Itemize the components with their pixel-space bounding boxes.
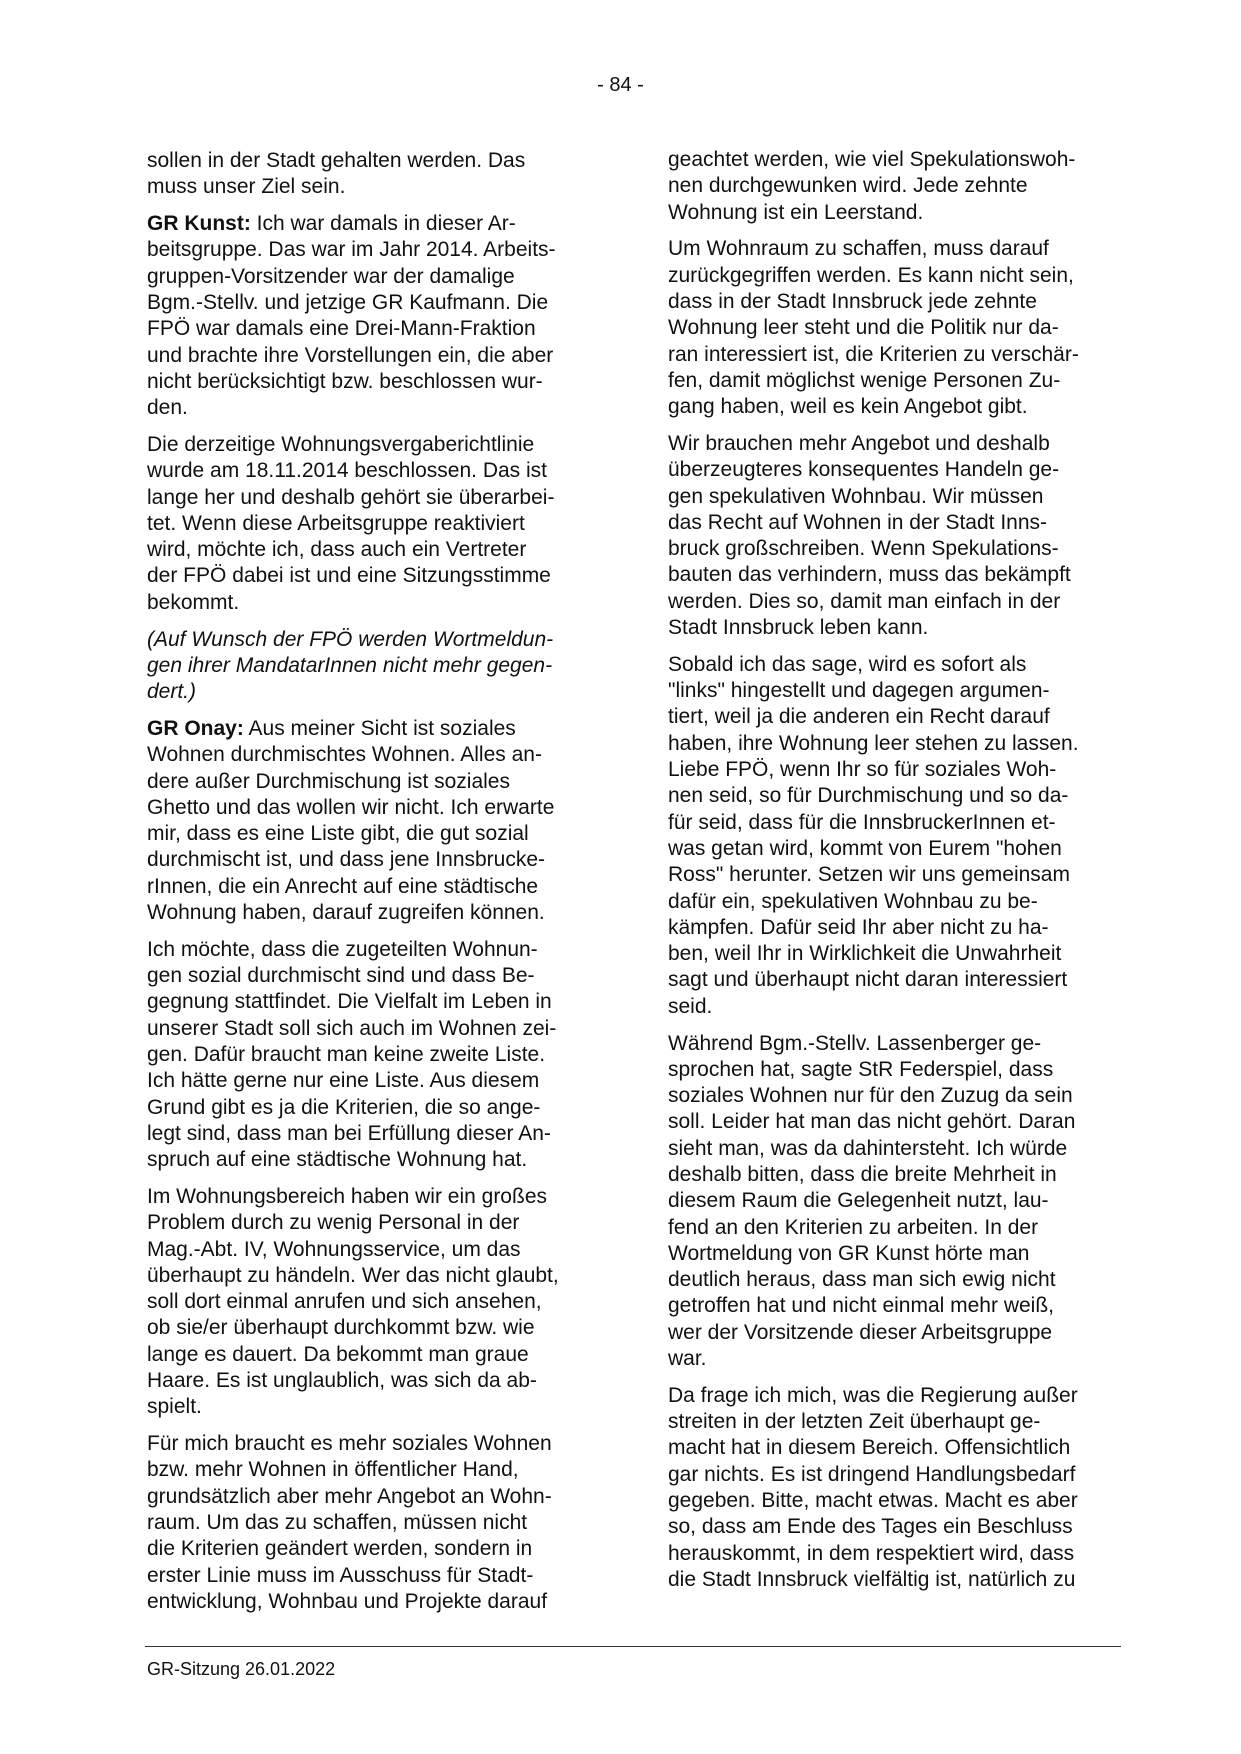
editorial-note: (Auf Wunsch der FPÖ werden Wortmeldun- gen ihrer MandatarInnen nicht mehr gegen- dert.) <box>147 627 554 704</box>
speech-text: Ich war damals in dieser Ar- beitsgruppe. Das war im Jahr 2014. Arbeits- gruppen-Vorsitzender war der damalige Bgm.-Stellv. und jetzige GR Kaufmann. Die FPÖ war damals eine Drei-Mann-Fraktion und brachte ihre Vorstellungen ein, die aber nicht berücksichtigt bzw. beschlossen wur- den. <box>147 212 556 420</box>
paragraph-gr-onay <box>147 716 602 926</box>
paragraph: Im Wohnungsbereich haben wir ein großes Problem durch zu wenig Personal in der Mag.-Abt. IV, Wohnungsservice, um das überhaupt zu händeln. Wer das nicht glaubt, soll dort einmal anrufen und sich ansehen, ob sie/er überhaupt durchkommt bzw. wie lange es dauert. Da bekommt man graue Haare. Es ist unglaublich, was sich da ab- spielt. <box>147 1184 559 1419</box>
left-column <box>147 148 602 1626</box>
paragraph: Ich möchte, dass die zugeteilten Wohnun- gen sozial durchmischt sind und dass Be- gegnung stattfindet. Die Vielfalt im Leben in unserer Stadt soll sich auch im Wohnen zei- gen. Dafür braucht man keine zweite Liste. Ich hätte gerne nur eine Liste. Aus diesem Grund gibt es ja die Kriterien, die so ange- legt sind, dass man bei Erfüllung dieser An- spruch auf eine städtische Wohnung hat. <box>147 937 557 1172</box>
paragraph: Während Bgm.-Stellv. Lassenberger ge- sprochen hat, sagte StR Federspiel, dass soziales Wohnen nur für den Zuzug da sein soll. Leider hat man das nicht gehört. Daran sieht man, was da dahintersteht. Ich würde deshalb bitten, dass die breite Mehrheit in diesem Raum die Gelegenheit nutzt, lau- fend an den Kriterien zu arbeiten. In der Wortmeldung von GR Kunst hörte man deutlich heraus, dass man sich ewig nicht getroffen hat und nicht einmal mehr weiß, wer der Vorsitzende dieser Arbeitsgruppe war. <box>668 1031 1076 1371</box>
paragraph: sollen in der Stadt gehalten werden. Das muss unser Ziel sein. <box>147 149 526 199</box>
page-number: - 84 - <box>597 74 644 96</box>
paragraph: Um Wohnraum zu schaffen, muss darauf zurückgegriffen werden. Es kann nicht sein, dass in der Stadt Innsbruck jede zehnte Wohnung leer steht und die Politik nur da- ran interessiert ist, die Kriterien zu verschär- fen, damit möglichst wenige Personen Zu- gang haben, weil es kein Angebot gibt. <box>668 237 1079 419</box>
paragraph: Für mich braucht es mehr soziales Wohnen bzw. mehr Wohnen in öffentlicher Hand, grundsätzlich aber mehr Angebot an Wohn- raum. Um das zu schaffen, müssen nicht die Kriterien geändert werden, sondern in erster Linie muss im Ausschuss für Stadt- entwicklung, Wohnbau und Projekte darauf <box>147 1432 552 1613</box>
paragraph: Wir brauchen mehr Angebot und deshalb überzeugteres konsequentes Handeln ge- gen spekulativen Wohnbau. Wir müssen das Recht auf Wohnen in der Stadt Inns- bruck großschreiben. Wenn Spekulations- bauten das verhindern, muss das bekämpft werden. Dies so, damit man einfach in der Stadt Innsbruck leben kann. <box>668 431 1071 640</box>
paragraph: geachtet werden, wie viel Spekulationswoh- nen durchgewunken wird. Jede zehnte Wohnung ist ein Leerstand. <box>668 148 1076 224</box>
speaker-name: GR Onay: <box>147 716 244 740</box>
paragraph-gr-kunst <box>147 211 602 421</box>
footer-session-date: GR-Sitzung 26.01.2022 <box>147 1659 336 1679</box>
paragraph: Die derzeitige Wohnungsvergaberichtlinie wurde am 18.11.2014 beschlossen. Das ist lange her und deshalb gehört sie überarbei- tet. Wenn diese Arbeitsgruppe reaktiviert wird, möchte ich, dass auch ein Vertreter der FPÖ dabei ist und eine Sitzungsstimme bekommt. <box>147 432 555 614</box>
speech-text: Aus meiner Sicht ist soziales Wohnen durchmischtes Wohnen. Alles an- dere außer Durchmischung ist soziales Ghetto und das wollen wir nicht. Ich erwarte mir, dass es eine Liste gibt, die gut sozial durchmischt ist, und dass jene Innsbrucke- rInnen, die ein Anrecht auf eine städtische Wohnung haben, darauf zugreifen können. <box>147 716 555 925</box>
speaker-name: GR Kunst: <box>147 212 251 236</box>
paragraph: Da frage ich mich, was die Regierung außer streiten in der letzten Zeit überhaupt ge- macht hat in diesem Bereich. Offensichtlich gar nichts. Es ist dringend Handlungsbedarf gegeben. Bitte, macht etwas. Macht es aber so, dass am Ende des Tages ein Beschluss herauskommt, in dem respektiert wird, dass die Stadt Innsbruck vielfältig ist, natürlich zu <box>668 1383 1078 1591</box>
right-column <box>668 147 1123 1604</box>
footer-divider <box>145 1646 1121 1647</box>
paragraph: Sobald ich das sage, wird es sofort als "links" hingestellt und dagegen argumen- tiert, weil ja die anderen ein Recht darauf haben, ihre Wohnung leer stehen zu lassen. Liebe FPÖ, wenn Ihr so für soziales Woh- nen seid, so für Durchmischung und so da- für seid, dass für die InnsbruckerInnen et- was getan wird, kommt von Eurem "hohen Ross" herunter. Setzen wir uns gemeinsam dafür ein, spekulativen Wohnbau zu be- kämpfen. Dafür seid Ihr aber nicht zu ha- ben, weil Ihr in Wirklichkeit die Unwahrheit sagt und überhaupt nicht daran interessiert seid. <box>668 652 1079 1018</box>
